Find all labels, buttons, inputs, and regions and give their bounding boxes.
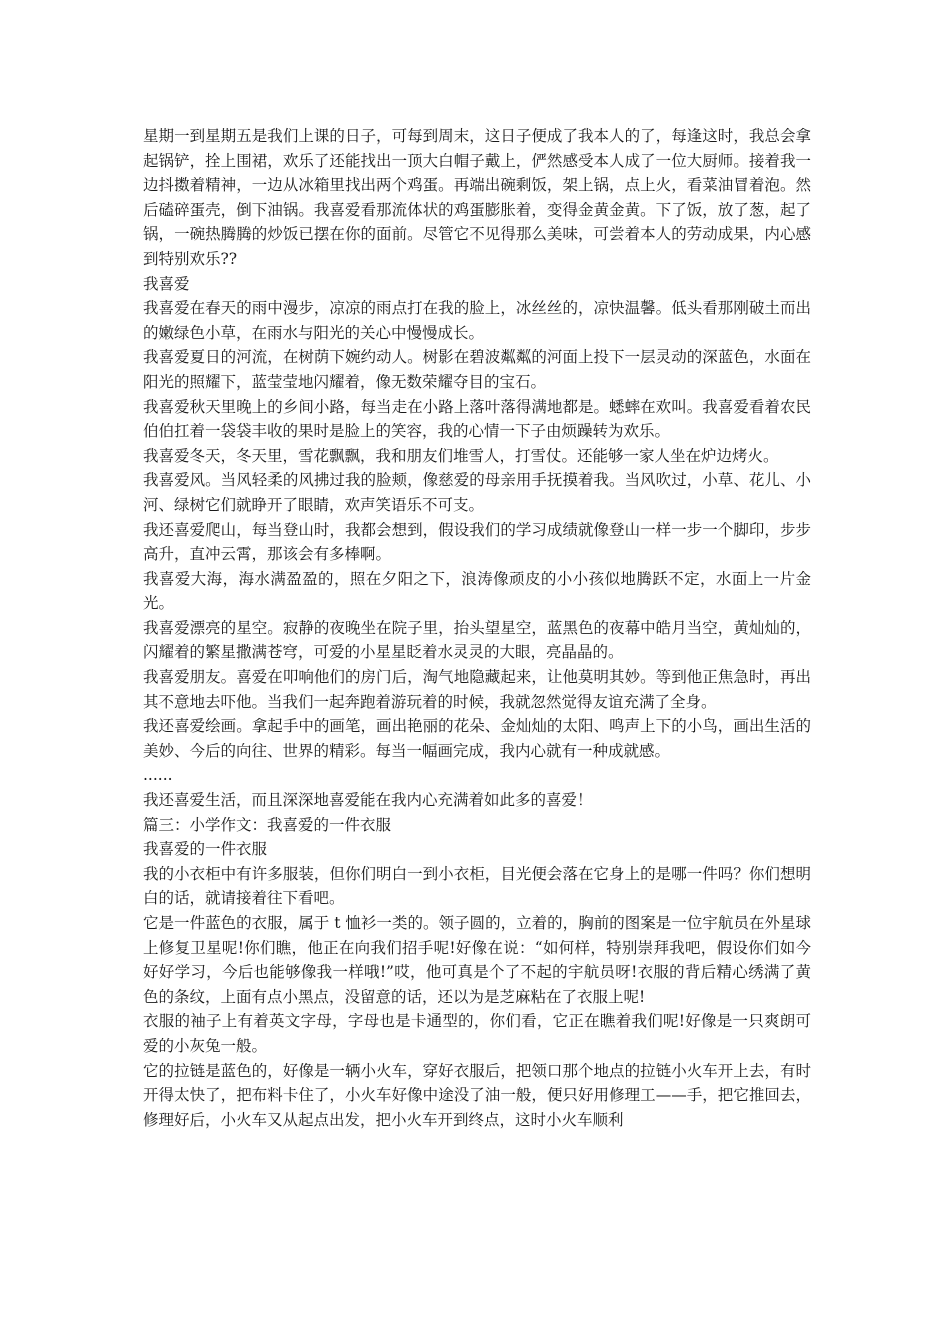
section-heading: 篇三：小学作文：我喜爱的一件衣服 [143, 815, 392, 834]
paragraph: 我喜爱风。当风轻柔的风拂过我的脸颊，像慈爱的母亲用手抚摸着我。当风吹过，小草、花儿、小河、绿树它们就睁开了眼睛，欢声笑语乐不可支。 [143, 471, 811, 514]
paragraph: 我还喜爱生活，而且深深地喜爱能在我内心充满着如此多的喜爱！ [143, 791, 593, 810]
paragraph: 它的拉链是蓝色的，好像是一辆小火车，穿好衣服后，把领口那个地点的拉链小火车开上去，有时开得太快了，把布料卡住了，小火车好像中途没了油一般，便只好用修理工——手，把它推回去，修理好后，小火车又从起点出发，把小火车开到终点，这时小火车顺利 [143, 1061, 811, 1129]
ellipsis-line: ...... [143, 766, 173, 785]
paragraph: 它是一件蓝色的衣服，属于 t 恤衫一类的。领子圆的，立着的，胸前的图案是一位宇航员在外星球上修复卫星呢!你们瞧，他正在向我们招手呢!好像在说：“如何样，特别崇拜我吧，假设你们如今好好学习，今后也能够像我一样哦!”哎，他可真是个了不起的宇航员呀!衣服的背后精心绣满了黄色的条纹，上面有点小黑点，没留意的话，还以为是芝麻粘在了衣服上呢! [143, 914, 811, 1006]
paragraph: 我喜爱大海，海水满盈盈的，照在夕阳之下，浪涛像顽皮的小小孩似地腾跃不定，水面上一片金光。 [143, 569, 811, 613]
section-heading: 我喜爱 [143, 274, 190, 293]
paragraph: 衣服的袖子上有着英文字母，字母也是卡通型的，你们看，它正在瞧着我们呢!好像是一只爽朗可爱的小灰兔一般。 [143, 1012, 811, 1055]
paragraph: 我喜爱冬天，冬天里，雪花飘飘，我和朋友们堆雪人，打雪仗。还能够一家人坐在炉边烤火。 [143, 446, 779, 465]
paragraph: 我喜爱朋友。喜爱在叩响他们的房门后，淘气地隐藏起来，让他莫明其妙。等到他正焦急时，再出其不意地去吓他。当我们一起奔跑着游玩着的时候，我就忽然觉得友谊充满了全身。 [143, 668, 811, 711]
paragraph: 我喜爱在春天的雨中漫步，凉凉的雨点打在我的脸上，冰丝丝的，凉快温馨。低头看那刚破土而出的嫩绿色小草，在雨水与阳光的关心中慢慢成长。 [143, 299, 811, 342]
paragraph: 我还喜爱绘画。拿起手中的画笔，画出艳丽的花朵、金灿灿的太阳、鸣声上下的小鸟，画出生活的美妙、今后的向往、世界的精彩。每当一幅画完成，我内心就有一种成就感。 [143, 717, 811, 760]
paragraph: 我喜爱秋天里晚上的乡间小路，每当走在小路上落叶落得满地都是。蟋蟀在欢叫。我喜爱看着农民伯伯扛着一袋袋丰收的果时是脸上的笑容，我的心情一下子由烦躁转为欢乐。 [143, 397, 811, 441]
section-subtitle: 我喜爱的一件衣服 [143, 840, 268, 859]
document-body [143, 124, 811, 1132]
paragraph: 我还喜爱爬山，每当登山时，我都会想到，假设我们的学习成绩就像登山一样一步一个脚印，步步高升，直冲云霄，那该会有多棒啊。 [143, 520, 811, 564]
paragraph: 我喜爱夏日的河流，在树荫下婉约动人。树影在碧波粼粼的河面上投下一层灵动的深蓝色，水面在阳光的照耀下，蓝莹莹地闪耀着，像无数荣耀夺目的宝石。 [143, 348, 811, 391]
paragraph: 我喜爱漂亮的星空。寂静的夜晚坐在院子里，抬头望星空，蓝黑色的夜幕中皓月当空，黄灿灿的，闪耀着的繁星撒满苍穹，可爱的小星星眨着水灵灵的大眼，亮晶晶的。 [143, 618, 811, 662]
paragraph: 我的小衣柜中有许多服装，但你们明白一到小衣柜，目光便会落在它身上的是哪一件吗？你们想明白的话，就请接着往下看吧。 [143, 864, 811, 908]
paragraph: 星期一到星期五是我们上课的日子，可每到周末，这日子便成了我本人的了，每逢这时，我总会拿起锅铲，拴上围裙，欢乐了还能找出一顶大白帽子戴上，俨然感受本人成了一位大厨师。接着我一边抖擞着精神，一边从冰箱里找出两个鸡蛋。再端出碗剩饭，架上锅，点上火，看菜油冒着泡。然后磕碎蛋壳，倒下油锅。我喜爱看那流体状的鸡蛋膨胀着，变得金黄金黄。下了饭，放了葱，起了锅，一碗热腾腾的炒饭已摆在你的面前。尽管它不见得那么美味，可尝着本人的劳动成果，内心感到特别欢乐?? [143, 127, 811, 268]
